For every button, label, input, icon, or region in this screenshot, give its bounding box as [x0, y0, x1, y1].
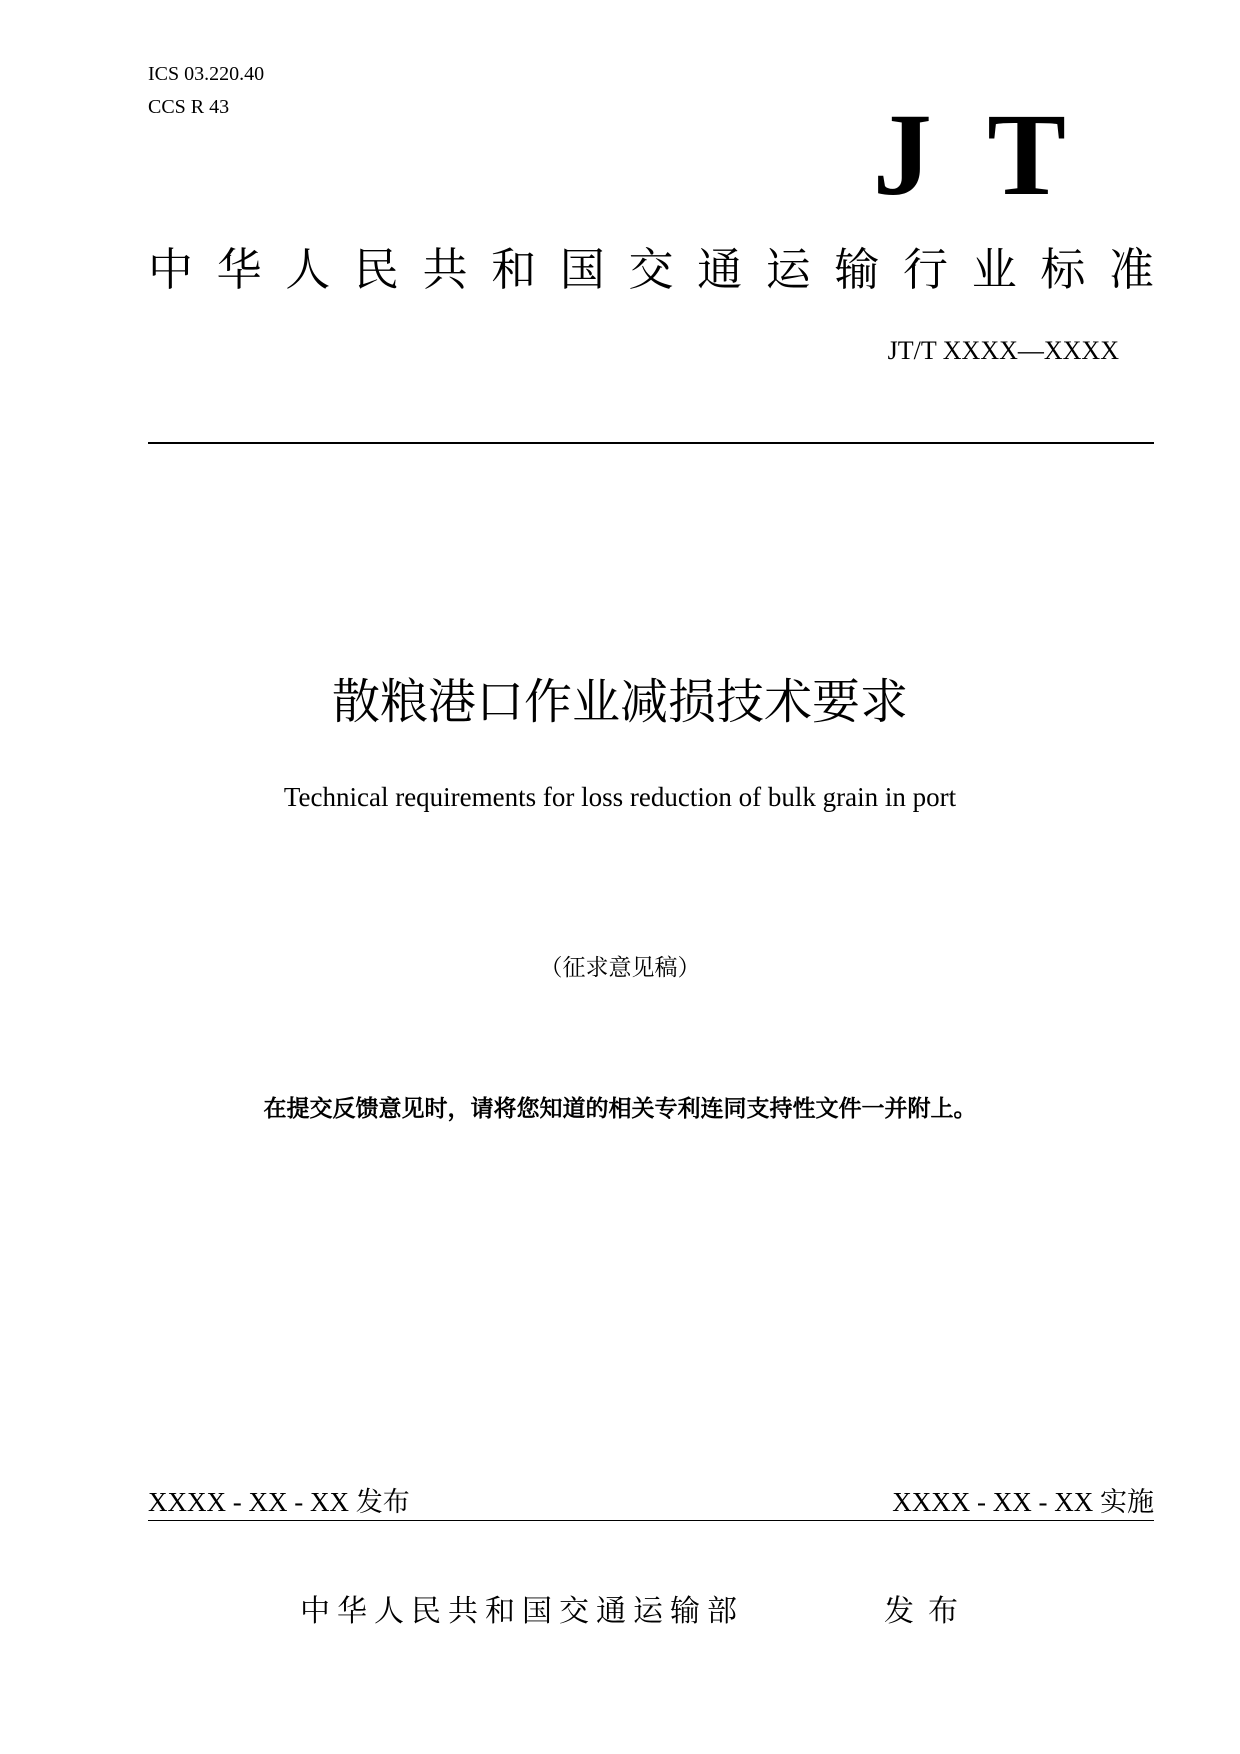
standard-category-char: 共 [422, 243, 468, 296]
jt-logo: J T [872, 89, 1080, 220]
ics-code: ICS 03.220.40 [148, 63, 265, 85]
ccs-code: CCS R 43 [148, 96, 230, 118]
standard-category-char: 中 [148, 243, 194, 296]
standard-category-char: 人 [285, 243, 331, 296]
standard-category-char: 交 [628, 243, 674, 296]
standard-number: JT/T XXXX—XXXX [887, 336, 1119, 365]
standard-category-char: 和 [491, 243, 537, 296]
standard-category-title [148, 240, 1154, 300]
patent-notice: 在提交反馈意见时，请将您知道的相关专利连同支持性文件一并附上。 [263, 1096, 977, 1122]
implement-date: XXXX - XX - XX 实施 [892, 1487, 1154, 1517]
document-title-cn: 散粮港口作业减损技术要求 [331, 674, 908, 730]
draft-label: （征求意见稿） [539, 955, 701, 980]
standard-category-char: 华 [216, 243, 262, 296]
publish-date: XXXX - XX - XX 发布 [148, 1487, 410, 1517]
issuer-name: 中华人民共和国交通运输部 [300, 1594, 744, 1629]
standard-category-char: 民 [353, 243, 399, 296]
header-divider [148, 442, 1154, 444]
standard-category-char: 运 [765, 243, 811, 296]
issue-action: 发布 [884, 1594, 972, 1629]
standard-category-char: 标 [1040, 243, 1086, 296]
standard-category-char: 输 [834, 243, 880, 296]
standard-category-char: 业 [971, 243, 1017, 296]
standard-category-char: 行 [903, 243, 949, 296]
standard-category-char: 国 [559, 243, 605, 296]
footer-divider [148, 1520, 1154, 1521]
standard-category-char: 准 [1108, 243, 1154, 296]
document-title-en: Technical requirements for loss reduction of bulk grain in port [283, 782, 957, 812]
standard-category-char: 通 [697, 243, 743, 296]
